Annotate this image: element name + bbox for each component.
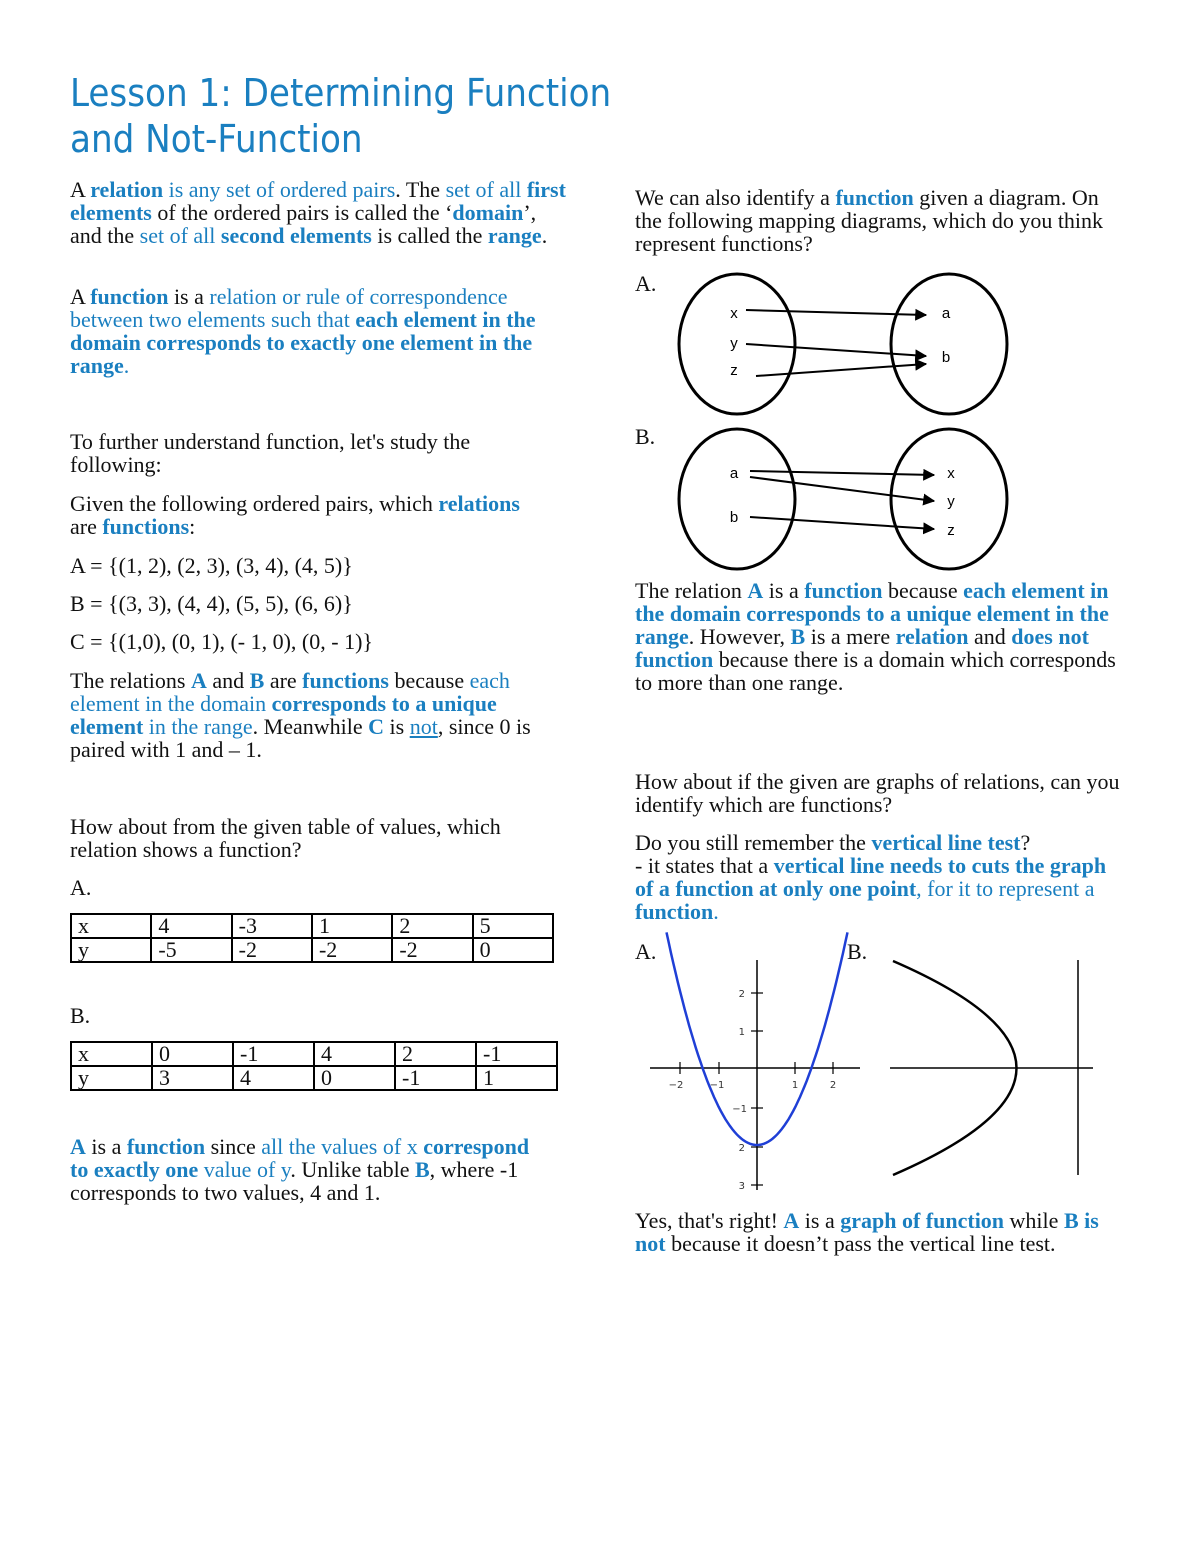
set-b: B = {(3, 3), (4, 4), (5, 5), (6, 6)} xyxy=(70,591,353,616)
relation-definition xyxy=(70,178,570,247)
mapping-explanation xyxy=(635,579,1120,694)
term-function: function xyxy=(90,284,169,309)
text: B xyxy=(249,668,265,693)
text: is xyxy=(384,714,410,739)
y-tick-label: −1 xyxy=(732,1104,747,1115)
text: Yes, that's right! xyxy=(635,1208,784,1233)
text: B is not xyxy=(635,1208,1099,1256)
term-relation: relation xyxy=(90,177,164,202)
table-cell: 0 xyxy=(152,1042,233,1066)
mapping-arrow xyxy=(750,477,934,501)
text: does not function xyxy=(635,624,1089,672)
text: corresponds to a unique element xyxy=(70,691,497,739)
table-row xyxy=(71,1042,557,1066)
intro-text: To further understand function, let's study the following: xyxy=(70,429,471,477)
range-label: y xyxy=(947,493,955,510)
text: A xyxy=(70,284,91,309)
text: given a diagram. On the following mapping diagrams, which do you think represent functions? xyxy=(635,185,1104,256)
ordered-pairs-question xyxy=(70,492,550,538)
table-cell: -5 xyxy=(151,938,231,962)
table-cell: 1 xyxy=(476,1066,557,1090)
conclusion xyxy=(635,1209,1125,1255)
text: is a mere xyxy=(805,624,896,649)
mapping-diagram-b xyxy=(670,425,1015,575)
text: functions xyxy=(302,668,389,693)
text: all the values of x xyxy=(261,1134,424,1159)
text: : xyxy=(189,514,196,539)
y-tick-label: 1 xyxy=(738,1027,745,1038)
term-second-elements: second elements xyxy=(220,223,372,248)
text: . The xyxy=(395,177,446,202)
text: . xyxy=(713,899,719,924)
text: of the ordered pairs is called the ‘ xyxy=(151,200,453,225)
range-label: a xyxy=(941,305,951,322)
text: function xyxy=(126,1134,206,1159)
table-a-label: A. xyxy=(70,875,92,900)
table-explanation xyxy=(70,1135,550,1204)
mapping-arrow xyxy=(750,471,934,475)
mapping-b-label: B. xyxy=(635,424,656,449)
text: is any set of ordered pairs xyxy=(163,177,396,202)
mapping-arrow xyxy=(750,517,934,529)
text: is a xyxy=(799,1208,841,1233)
domain-label: a xyxy=(729,465,739,482)
table-cell: y xyxy=(71,938,151,962)
text: The relations xyxy=(70,668,191,693)
term: functions xyxy=(102,514,190,539)
table-cell: 4 xyxy=(314,1042,395,1066)
table-row xyxy=(71,1066,557,1090)
table-cell: x xyxy=(71,914,151,938)
text: while xyxy=(1004,1208,1064,1233)
table-cell: 1 xyxy=(312,914,392,938)
text: The relation xyxy=(635,578,748,603)
text: is a xyxy=(763,578,805,603)
domain-label: x xyxy=(730,305,738,322)
mapping-diagram-a xyxy=(670,270,1015,420)
domain-label: y xyxy=(730,335,738,352)
text: function xyxy=(835,185,914,210)
table-cell: 0 xyxy=(314,1066,395,1090)
term: relations xyxy=(438,491,520,516)
table-cell: -2 xyxy=(312,938,392,962)
table-cell: x xyxy=(71,1042,152,1066)
text: relation or rule of correspondence between two elements such that xyxy=(70,284,508,332)
text: each element in the domain corresponds to a unique element in the range xyxy=(635,578,1109,649)
text: A xyxy=(747,578,764,603)
table-cell: 2 xyxy=(395,1042,476,1066)
text: , for it to represent a xyxy=(916,876,1095,901)
text: relation xyxy=(895,624,969,649)
graph-a xyxy=(645,955,860,1195)
table-cell: -1 xyxy=(476,1042,557,1066)
text: correspond to exactly one xyxy=(70,1134,530,1182)
text: each element in the domain xyxy=(70,668,510,716)
text: are xyxy=(70,514,103,539)
domain-label: b xyxy=(729,509,739,526)
graph-a-label: A. xyxy=(635,939,657,964)
text: ’, and the xyxy=(70,200,537,248)
text: . Unlike table xyxy=(290,1157,415,1182)
text: and xyxy=(968,624,1012,649)
text: Given the following ordered pairs, which xyxy=(70,491,439,516)
table-cell: y xyxy=(71,1066,152,1090)
x-tick-label: −1 xyxy=(709,1080,725,1091)
domain-label: z xyxy=(730,362,738,379)
text: since xyxy=(205,1134,262,1159)
text: set of all xyxy=(139,223,221,248)
table-cell: -3 xyxy=(232,914,312,938)
table-cell: 0 xyxy=(473,938,553,962)
table-row xyxy=(71,914,553,938)
text: because there is a domain which corresponds to more than one range. xyxy=(635,647,1116,695)
text: function xyxy=(804,578,883,603)
text: A xyxy=(190,668,207,693)
range-label: z xyxy=(947,522,955,539)
table-cell: 3 xyxy=(152,1066,233,1090)
text: is called the xyxy=(371,223,488,248)
range-label: x xyxy=(947,465,955,482)
table-cell: -2 xyxy=(392,938,472,962)
page-title: Lesson 1: Determining Function and Not-Function xyxy=(70,71,612,161)
function-definition xyxy=(70,285,570,377)
text: . However, xyxy=(688,624,791,649)
range-oval xyxy=(891,274,1007,414)
x-tick-label: 2 xyxy=(829,1080,837,1091)
set-a: A = {(1, 2), (2, 3), (3, 4), (4, 5)} xyxy=(70,553,353,578)
text: because xyxy=(388,668,470,693)
text: and xyxy=(206,668,250,693)
text: - it states that a xyxy=(635,853,774,878)
text: A xyxy=(783,1208,800,1233)
x-tick-label: 1 xyxy=(791,1080,799,1091)
text: . Meanwhile xyxy=(252,714,369,739)
text: value of y xyxy=(198,1157,291,1182)
text: is a xyxy=(85,1134,127,1159)
text: are xyxy=(264,668,303,693)
vertical-line-test xyxy=(635,831,1125,923)
table-cell: -2 xyxy=(232,938,312,962)
table-question: How about from the given table of values, which relation shows a function? xyxy=(70,814,501,862)
text: not xyxy=(409,714,438,739)
text: is a xyxy=(168,284,210,309)
text: . xyxy=(123,353,130,378)
term-first-elements: first elements xyxy=(70,177,566,225)
graph-question: How about if the given are graphs of relations, can you identify which are functions? xyxy=(635,769,1120,817)
term-vertical-line-test: vertical line test xyxy=(871,830,1021,855)
term-range: range xyxy=(487,223,542,248)
x-tick-label: −2 xyxy=(668,1080,684,1091)
text: graph of function xyxy=(840,1208,1005,1233)
text: each element in the domain corresponds to exactly one element in the range xyxy=(70,307,536,378)
text: A xyxy=(70,1134,86,1159)
text: We can also identify a xyxy=(635,185,836,210)
table-a xyxy=(70,913,554,963)
text: C xyxy=(368,714,385,739)
graph-b-label: B. xyxy=(847,939,868,964)
text: . xyxy=(541,223,548,248)
domain-oval xyxy=(679,429,795,569)
text: A xyxy=(70,177,91,202)
table-cell: 2 xyxy=(392,914,472,938)
text: because xyxy=(882,578,964,603)
text: B xyxy=(790,624,806,649)
text: ? xyxy=(1020,830,1031,855)
mapping-arrow xyxy=(756,364,926,376)
text: vertical line needs to cuts the graph of a function at only one point xyxy=(635,853,1107,901)
table-b xyxy=(70,1041,558,1091)
graph-b xyxy=(885,955,1100,1180)
range-label: b xyxy=(941,349,951,366)
table-b-label: B. xyxy=(70,1003,91,1028)
set-c: C = {(1,0), (0, 1), (- 1, 0), (0, - 1)} xyxy=(70,629,373,654)
table-cell: 4 xyxy=(151,914,231,938)
text: , since 0 is paired with 1 and – 1. xyxy=(70,714,531,762)
text: B xyxy=(414,1157,430,1182)
mapping-question xyxy=(635,186,1115,255)
text: , where -1 corresponds to two values, 4 and 1. xyxy=(70,1157,519,1205)
y-tick-label: 2 xyxy=(738,1143,745,1154)
text: Do you still remember the xyxy=(635,830,872,855)
term-domain: domain xyxy=(452,200,524,225)
text: because it doesn’t pass the vertical line test. xyxy=(665,1231,1056,1256)
mapping-arrow xyxy=(746,344,926,356)
relations-explanation xyxy=(70,669,560,761)
table-cell: -1 xyxy=(395,1066,476,1090)
table-cell: 5 xyxy=(473,914,553,938)
y-tick-label: 3 xyxy=(738,1181,745,1192)
y-tick-label: 2 xyxy=(738,989,745,1000)
table-row xyxy=(71,938,553,962)
text: set of all xyxy=(445,177,527,202)
text: function xyxy=(635,899,714,924)
mapping-a-label: A. xyxy=(635,271,657,296)
table-cell: 4 xyxy=(233,1066,314,1090)
text: in the range xyxy=(143,714,253,739)
table-cell: -1 xyxy=(233,1042,314,1066)
